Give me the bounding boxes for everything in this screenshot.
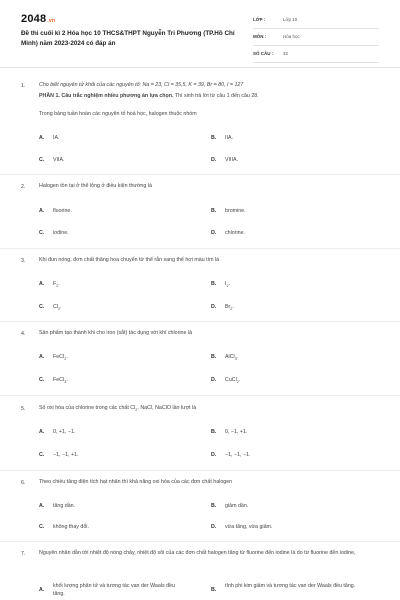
option-c[interactable]: C. FeCl$_3$. <box>39 377 68 385</box>
option-d[interactable]: D. $Br_2$. <box>211 304 234 312</box>
option-a[interactable]: A. tăng dần. <box>39 503 76 509</box>
question-text: Halogen tồn tại ở thể lỏng ở điều kiện thường là <box>39 183 152 189</box>
part-heading <box>39 92 379 101</box>
question-text: Khi đun nóng, đơn chất thăng hoa chuyển từ thể rắn sang thể hơi màu tím là <box>39 257 220 263</box>
atomic-masses-note: Cho biết nguyên tử khối của các nguyên tố: Na = 23, Cl = 35,5, K = 39, Br = 80, I = 127 <box>39 82 244 88</box>
question-divider <box>0 174 400 175</box>
question-divider <box>0 470 400 471</box>
option-c[interactable]: C. $Cl_2$. <box>39 304 62 312</box>
exam-meta <box>253 14 379 65</box>
option-b[interactable]: B. AlCl$_3$. <box>211 354 239 362</box>
option-b[interactable]: B. 0, −1, +1. <box>211 429 248 435</box>
document-header <box>0 0 400 66</box>
question-divider <box>0 395 400 396</box>
meta-row-count <box>253 48 379 63</box>
option-d[interactable]: D. CuCl$_2$. <box>211 377 241 385</box>
meta-value: Lớp 10 <box>283 17 298 22</box>
option-a[interactable]: A. FeCl$_2$. <box>39 354 68 362</box>
option-a[interactable]: A. IA. <box>39 135 60 141</box>
meta-value: 32 <box>283 51 289 56</box>
meta-row-class <box>253 14 379 29</box>
meta-key: MÔN : <box>253 34 267 39</box>
question-divider <box>0 321 400 322</box>
option-b[interactable]: B. giảm dần. <box>211 503 249 509</box>
site-logo[interactable]: 2048.vn <box>21 13 56 25</box>
question-text: Số oxi hóa của chlorine trong các chất $Cl_2$, NaCl, NaClO lần lượt là <box>39 405 197 413</box>
meta-value: Hóa học <box>283 34 300 39</box>
question-divider <box>0 541 400 542</box>
question-number: 4. <box>21 331 26 337</box>
option-b[interactable]: B. bromine. <box>211 208 246 214</box>
part-title: PHẦN 1. Câu trắc nghiệm nhiều phương án lựa chọn. <box>39 93 174 99</box>
part-instruction: Thí sinh trả lời từ câu 1 đến câu 28. <box>173 93 259 99</box>
question-text: Theo chiều tăng điện tích hạt nhân thì khả năng oxi hóa của các đơn chất halogen <box>39 479 233 485</box>
option-b[interactable]: B. tính phi kim giảm và tương tác van der Waals đều tăng. <box>211 583 356 593</box>
question-number: 1. <box>21 83 26 89</box>
question-text: Sản phẩm tạo thành khi cho iron (sắt) tác dụng với khí chlorine là <box>39 330 193 336</box>
option-d[interactable]: D. chlorine. <box>211 230 246 236</box>
page-title: Đề thi cuối kì 2 Hóa học 10 THCS&THPT Nguyễn Tri Phương (TP.Hồ Chí Minh) năm 2023-2024 có đáp án <box>21 30 235 47</box>
question-number: 3. <box>21 258 26 264</box>
option-d[interactable]: D. −1, −1, −1. <box>211 452 251 458</box>
question-divider <box>0 248 400 249</box>
question-text: Trong bảng tuần hoàn các nguyên tố hoá học, halogen thuộc nhóm <box>39 111 197 117</box>
option-b[interactable]: B. $I_2$. <box>211 281 231 289</box>
meta-row-subject <box>253 31 379 46</box>
meta-key: LỚP : <box>253 17 266 22</box>
option-a[interactable]: A. 0, +1, −1. <box>39 429 76 435</box>
question-number: 7. <box>21 551 26 557</box>
option-c[interactable]: C. −1, −1, +1. <box>39 452 79 458</box>
option-c[interactable]: C. không thay đổi. <box>39 524 89 530</box>
option-c[interactable]: C. VIIA. <box>39 157 65 163</box>
option-a[interactable]: A. fluorine. <box>39 208 72 214</box>
option-d[interactable]: D. vừa tăng, vừa giảm. <box>211 524 273 530</box>
meta-key: SỐ CÂU : <box>253 51 274 56</box>
header-divider <box>0 67 400 68</box>
question-text: Nguyên nhân dẫn tới nhiệt độ nóng chảy, nhiệt độ sôi của các đơn chất halogen tăng từ fluorine đến iodine là do từ fluorine đến iodine, <box>39 550 356 556</box>
option-c[interactable]: C. iodine. <box>39 230 69 236</box>
question-number: 6. <box>21 480 26 486</box>
option-a[interactable]: A. khối lượng phân tử và tương tác van der Waals đều tăng. <box>39 583 175 597</box>
option-b[interactable]: B. IIA. <box>211 135 233 141</box>
question-number: 2. <box>21 184 26 190</box>
option-a[interactable]: A. $F_2$. <box>39 281 60 289</box>
question-number: 5. <box>21 406 26 412</box>
option-d[interactable]: D. VIIIA. <box>211 157 238 163</box>
